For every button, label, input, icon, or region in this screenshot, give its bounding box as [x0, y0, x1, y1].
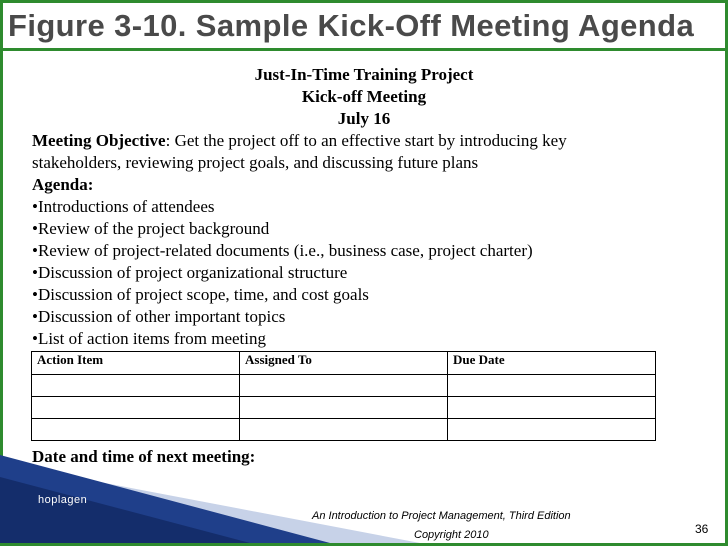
agenda-item: •Introductions of attendees [32, 197, 215, 216]
objective-label: Meeting Objective [32, 131, 166, 150]
meeting-date: July 16 [337, 109, 391, 128]
agenda-item: •Discussion of other important topics [32, 307, 286, 326]
meeting-name: Kick-off Meeting [301, 87, 427, 106]
objective-text-line2: stakeholders, reviewing project goals, and discussing future plans [32, 153, 479, 172]
project-name: Just-In-Time Training Project [254, 65, 474, 84]
table-cell [448, 397, 656, 419]
agenda-item: •Review of the project background [32, 219, 270, 238]
title-divider [3, 48, 725, 51]
page-number: 36 [695, 522, 709, 536]
table-cell [240, 419, 448, 441]
agenda-label: Agenda: [32, 175, 94, 194]
next-meeting-label: Date and time of next meeting: [32, 447, 256, 466]
agenda-item: •List of action items from meeting [32, 329, 266, 348]
agenda-item: •Review of project-related documents (i.e., business case, project charter) [32, 241, 533, 260]
table-row [32, 419, 656, 441]
table-cell [448, 419, 656, 441]
table-cell [240, 375, 448, 397]
agenda-item: •Discussion of project organizational structure [32, 263, 348, 282]
publisher-logo: hoplagen [38, 494, 88, 506]
copyright: Copyright 2010 [414, 529, 489, 541]
book-title: An Introduction to Project Management, Third Edition [312, 510, 571, 522]
table-cell [240, 397, 448, 419]
agenda-item: •Discussion of project scope, time, and cost goals [32, 285, 369, 304]
column-header-assigned-to: Assigned To [240, 352, 448, 375]
column-header-due-date: Due Date [448, 352, 656, 375]
table-cell [448, 375, 656, 397]
objective-text-line1: : Get the project off to an effective start by introducing key [165, 131, 567, 150]
meeting-objective [32, 130, 682, 152]
column-header-action-item: Action Item [32, 352, 240, 375]
table-row [32, 397, 656, 419]
table-header-row [32, 352, 656, 375]
action-items-table [31, 351, 656, 441]
footer-swoosh [0, 455, 728, 546]
table-row [32, 375, 656, 397]
table-cell [32, 397, 240, 419]
slide-title: Figure 3-10. Sample Kick-Off Meeting Agenda [8, 8, 695, 43]
table-cell [32, 419, 240, 441]
table-cell [32, 375, 240, 397]
